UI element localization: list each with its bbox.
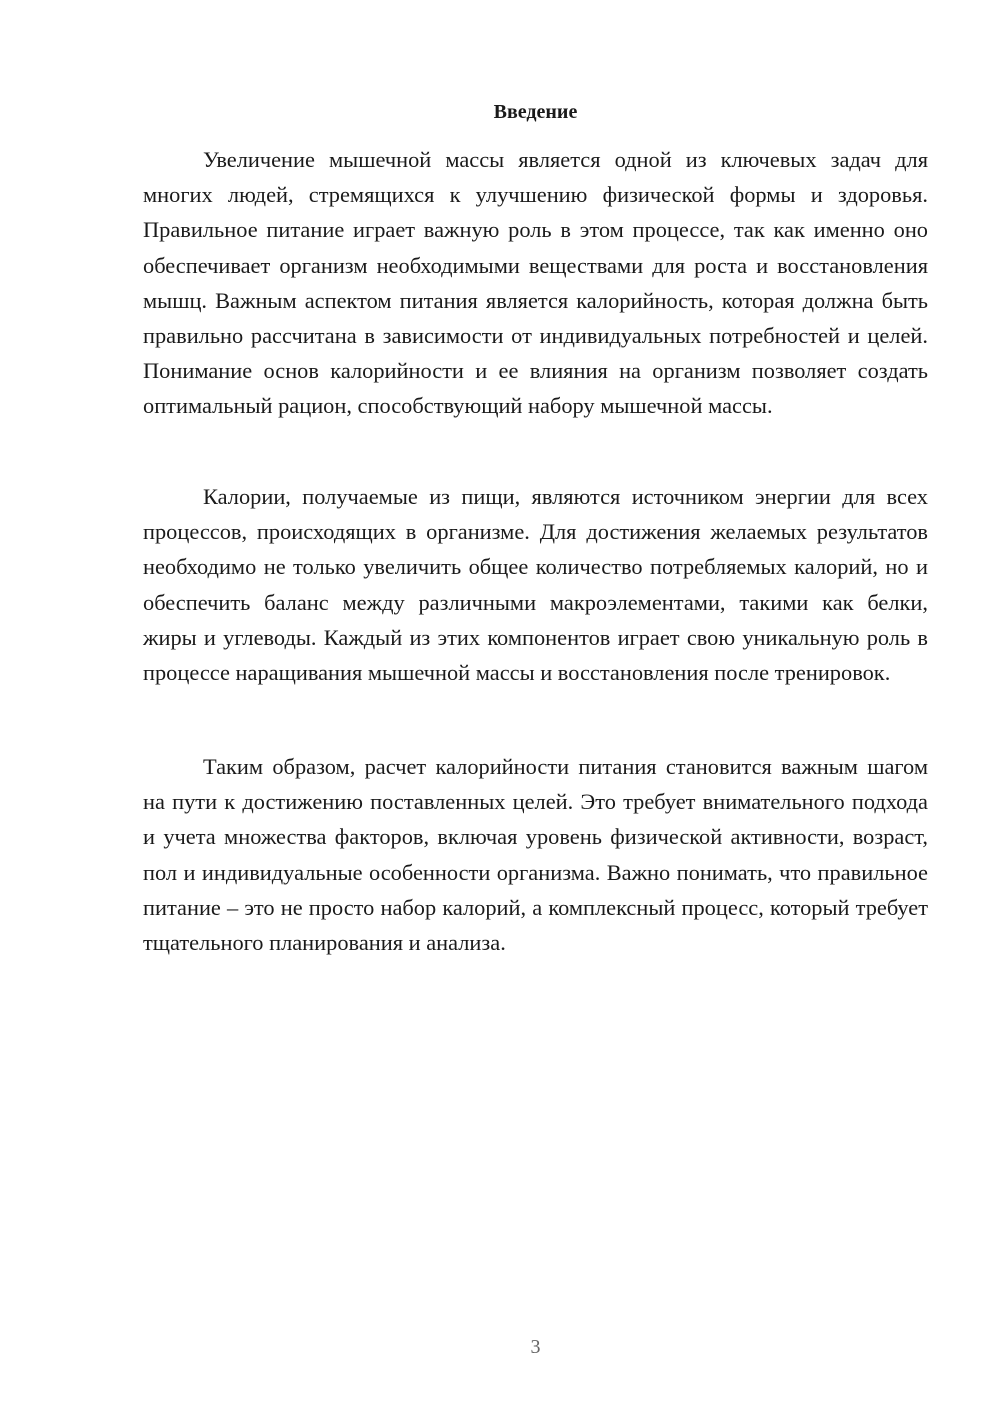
- page-number: 3: [530, 1336, 541, 1358]
- paragraph-2: Калории, получаемые из пищи, являются источником энергии для всех процессов, происходящих в организме. Для достижения желаемых результатов необходимо не только увеличить общее количество потребляемых калорий, но и обеспечить баланс между различными макроэлементами, такими как белки, жиры и углеводы. Каждый из этих компонентов играет свою уникальную роль в процессе наращивания мышечной массы и восстановления после тренировок.: [143, 484, 928, 686]
- paragraph-1: Увеличение мышечной массы является одной из ключевых задач для многих людей, стремящихся к улучшению физической формы и здоровья. Правильное питание играет важную роль в этом процессе, так как именно оно обеспечивает организм необходимыми веществами для роста и восстановления мышц. Важным аспектом питания является калорийность, которая должна быть правильно рассчитана в зависимости от индивидуальных потребностей и целей. Понимание основ калорийности и ее влияния на организм позволяет создать оптимальный рацион, способствующий набору мышечной массы.: [143, 147, 928, 419]
- paragraph-3: Таким образом, расчет калорийности питания становится важным шагом на пути к достижению поставленных целей. Это требует внимательного подхода и учета множества факторов, включая уровень физической активности, возраст, пол и индивидуальные особенности организма. Важно понимать, что правильное питание – это не просто набор калорий, а комплексный процесс, который требует тщательного планирования и анализа.: [143, 754, 928, 956]
- document-page: [143, 0, 928, 1414]
- section-heading: Введение: [493, 101, 578, 123]
